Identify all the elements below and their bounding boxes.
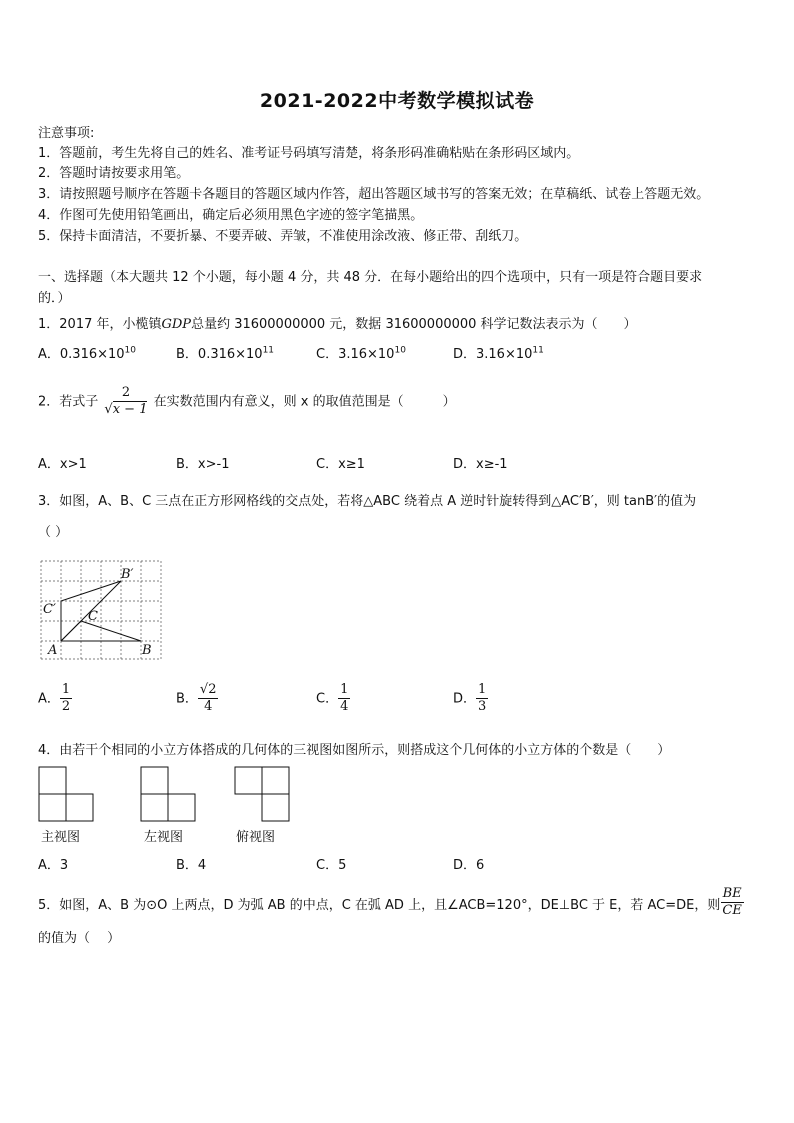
q1-option-b[interactable]: B．$0.316\times 10^{11}$	[176, 345, 275, 362]
q5-fraction: $\frac{BE}{CE}$	[722, 886, 742, 919]
label-a: A	[48, 643, 58, 658]
page-title: 2021-2022中考数学模拟试卷	[259, 90, 535, 112]
front-view-label: 主视图	[41, 830, 81, 845]
note-item: 2．答题时请按要求用笔。	[38, 166, 190, 181]
gdp-term: GDP	[161, 317, 192, 332]
q4-option-c[interactable]: C．5	[316, 858, 347, 873]
q2-option-b[interactable]: B．x>-1	[176, 457, 230, 472]
question-3: 3．如图，A、B、C 三点在正方形网格线的交点处，若将△ABC 绕着点 A 逆时针旋转得到△AC′B′，则 tanB′的值为	[38, 494, 697, 509]
question-4: 4．由若干个相同的小立方体搭成的几何体的三视图如图所示，则搭成这个几何体的小立方体的个数是（ ）	[38, 743, 671, 758]
section-heading-cont: 的．）	[38, 291, 71, 306]
q3-option-b[interactable]: B． $\frac{√2}{4}$	[176, 682, 217, 715]
label-c: C	[88, 609, 98, 624]
question-5: 5．如图，A、B 为⊙O 上两点，D 为弧 AB 的中点，C 在弧 AD 上，且∠ACB=120°，DE⊥BC 于 E，若 AC=DE，则 $\frac{BE}{CE}$	[38, 886, 742, 919]
label-b-prime: B′	[121, 567, 134, 582]
label-c-prime: C′	[43, 602, 56, 617]
q1-option-d[interactable]: D．$3.16\times 10^{11}$	[453, 345, 544, 362]
top-view-label: 俯视图	[236, 830, 276, 845]
q1-option-a[interactable]: A．$0.316\times 10^{10}$	[38, 345, 136, 362]
q4-option-b[interactable]: B．4	[176, 858, 207, 873]
q3-option-c[interactable]: C． $\frac{1}{4}$	[316, 682, 349, 715]
note-item: 5．保持卡面清洁，不要折暴、不要弄破、弄皱，不准使用涂改液、修正带、刮纸刀。	[38, 229, 528, 244]
section-heading: 一、选择题（本大题共 12 个小题，每小题 4 分，共 48 分．在每小题给出的四个选项中，只有一项是符合题目要求	[38, 270, 703, 285]
note-item: 1．答题前，考生先将自己的姓名、准考证号码填写清楚，将条形码准确粘贴在条形码区域内。	[38, 146, 580, 161]
question-2: 2．若式子 $\frac{2}{√x - 1}$ 在实数范围内有意义，则 x 的取值范围是（ ）	[38, 385, 456, 418]
q2-option-d[interactable]: D．x≥-1	[453, 457, 508, 472]
q4-option-d[interactable]: D．6	[453, 858, 485, 873]
side-view-figure	[140, 766, 198, 822]
q2-option-a[interactable]: A．x>1	[38, 457, 87, 472]
top-view-figure	[234, 766, 292, 822]
sqrt-sign: √	[104, 402, 113, 418]
front-view-figure	[38, 766, 96, 822]
question-5-cont: 的值为（ ）	[38, 931, 121, 946]
q3-option-a[interactable]: A． $\frac{1}{2}$	[38, 682, 71, 715]
question-3-cont: （ ）	[38, 525, 69, 540]
q2-option-c[interactable]: C．x≥1	[316, 457, 365, 472]
q4-option-a[interactable]: A．3	[38, 858, 69, 873]
label-b: B	[142, 643, 152, 658]
q2-fraction: $\frac{2}{√x - 1}$	[104, 385, 148, 418]
notes-heading: 注意事项:	[38, 126, 95, 141]
note-item: 3．请按照题号顺序在答题卡各题目的答题区域内作答，超出答题区域书写的答案无效；在草稿纸、试卷上答题无效。	[38, 187, 710, 202]
question-1: 1．2017 年，小榄镇GDP总量约 31600000000 元，数据 31600000000 科学记数法表示为（ ）	[38, 317, 637, 332]
q3-option-d[interactable]: D． $\frac{1}{3}$	[453, 682, 487, 715]
note-item: 4．作图可先使用铅笔画出，确定后必须用黑色字迹的签字笔描黑。	[38, 208, 424, 223]
grid-figure	[38, 558, 164, 662]
side-view-label: 左视图	[144, 830, 184, 845]
q1-option-c[interactable]: C．$3.16\times 10^{10}$	[316, 345, 406, 362]
